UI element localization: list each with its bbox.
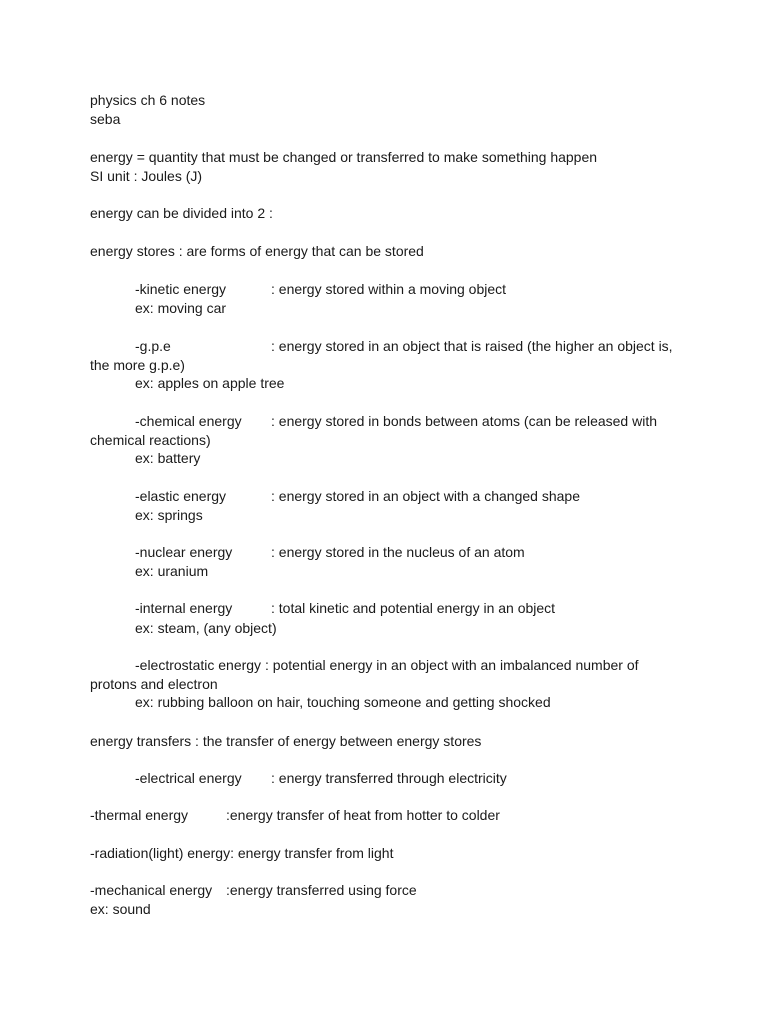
store-example-internal: ex: steam, (any object) [135, 620, 277, 636]
store-desc-internal: : total kinetic and potential energy in an object [271, 600, 556, 616]
transfer-desc-thermal: :energy transfer of heat from hotter to colder [226, 807, 500, 823]
stores-heading: energy stores : are forms of energy that can be stored [90, 243, 424, 259]
doc-author: seba [90, 111, 121, 127]
store-term-electrostatic: -electrostatic energy : potential energy in an object with an imbalanced number of [135, 657, 639, 673]
store-desc-cont-chemical: chemical reactions) [90, 432, 211, 448]
transfer-term-electrical: -electrical energy [135, 770, 242, 786]
store-term-internal: -internal energy [135, 600, 233, 616]
store-example-gpe: ex: apples on apple tree [135, 375, 285, 391]
store-term-elastic: -elastic energy [135, 488, 227, 504]
store-desc-kinetic: : energy stored within a moving object [271, 281, 507, 297]
transfer-term-thermal: -thermal energy [90, 807, 189, 823]
store-example-kinetic: ex: moving car [135, 300, 227, 316]
store-desc-nuclear: : energy stored in the nucleus of an atom [271, 544, 525, 560]
transfer-desc-electrical: : energy transferred through electricity [271, 770, 507, 786]
doc-title: physics ch 6 notes [90, 92, 206, 108]
transfer-radiation: -radiation(light) energy: energy transfer from light [90, 845, 394, 861]
store-example-chemical: ex: battery [135, 450, 201, 466]
store-example-nuclear: ex: uranium [135, 563, 209, 579]
store-example-electrostatic: ex: rubbing balloon on hair, touching someone and getting shocked [135, 694, 551, 710]
transfer-desc-mechanical: :energy transferred using force [226, 882, 417, 898]
energy-definition: energy = quantity that must be changed or transferred to make something happen [90, 149, 598, 165]
store-desc-cont-electrostatic: protons and electron [90, 676, 218, 692]
store-desc-chemical: : energy stored in bonds between atoms (can be released with [271, 413, 658, 429]
si-unit: SI unit : Joules (J) [90, 168, 203, 184]
store-term-chemical: -chemical energy [135, 413, 242, 429]
transfer-term-mechanical: -mechanical energy [90, 882, 213, 898]
store-example-elastic: ex: springs [135, 507, 203, 523]
store-term-kinetic: -kinetic energy [135, 281, 227, 297]
store-term-nuclear: -nuclear energy [135, 544, 233, 560]
transfers-heading: energy transfers : the transfer of energy between energy stores [90, 733, 482, 749]
store-desc-elastic: : energy stored in an object with a changed shape [271, 488, 580, 504]
store-term-gpe: -g.p.e [135, 338, 171, 354]
store-desc-gpe: : energy stored in an object that is raised (the higher an object is, [271, 338, 673, 354]
store-desc-cont-gpe: the more g.p.e) [90, 357, 185, 373]
transfer-example-mechanical: ex: sound [90, 901, 151, 917]
energy-divided: energy can be divided into 2 : [90, 205, 273, 221]
